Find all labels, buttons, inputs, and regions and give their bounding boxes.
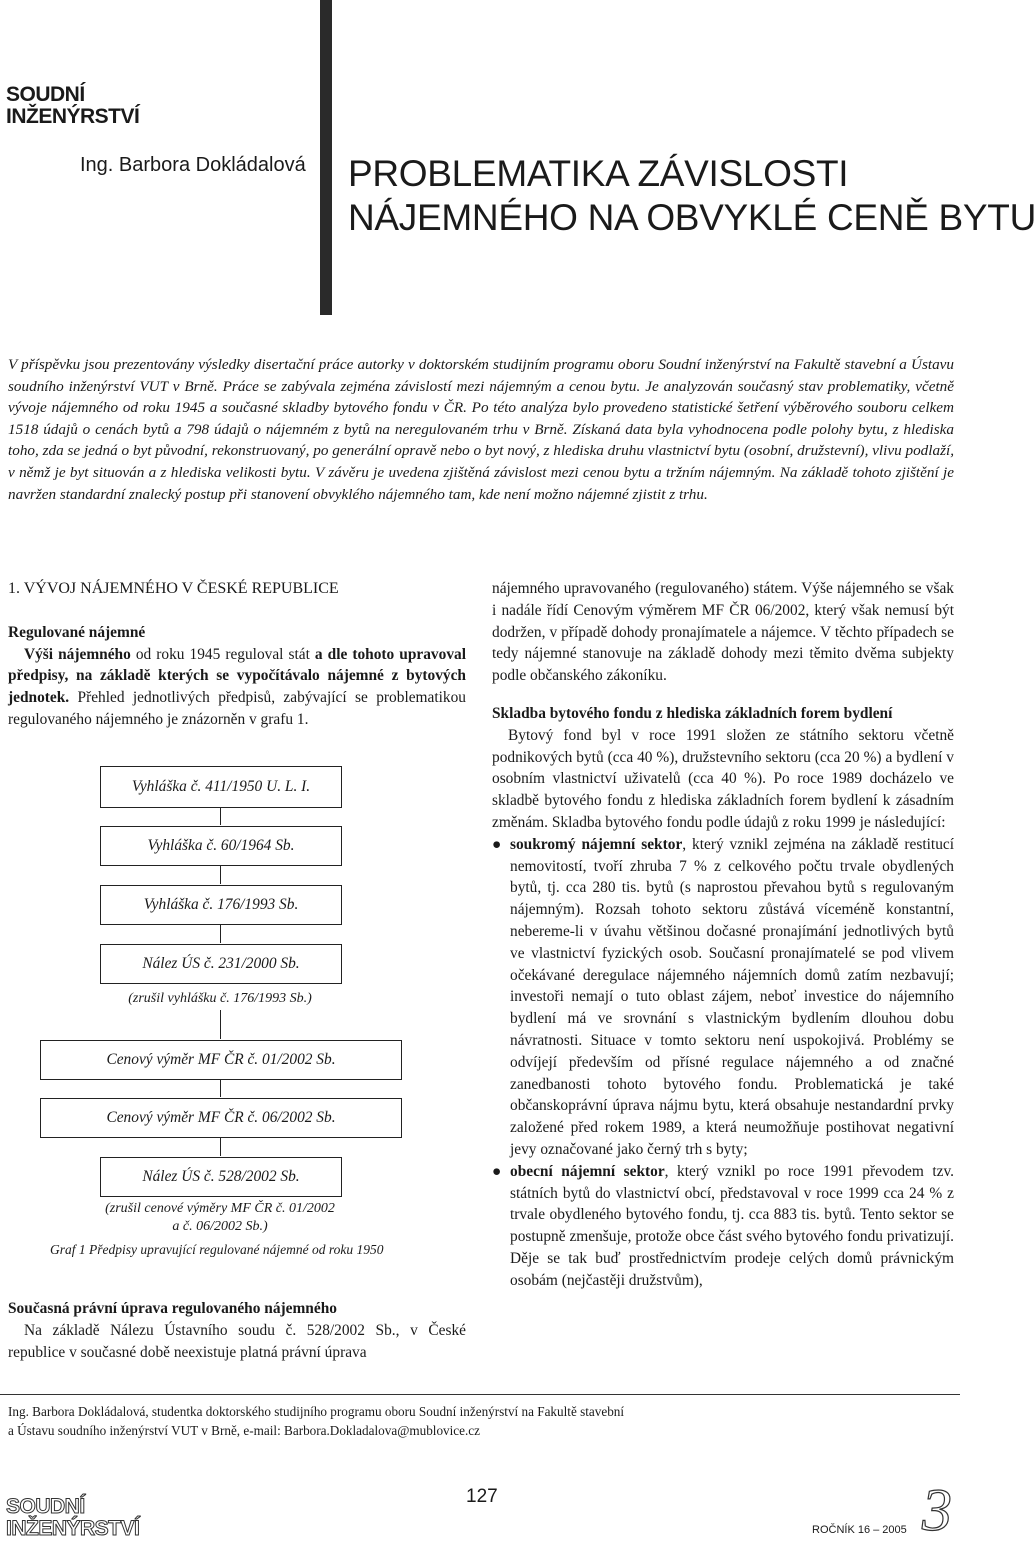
journal-brand (6, 84, 139, 128)
diagram-box-4: Nález ÚS č. 231/2000 Sb. (100, 944, 342, 984)
diagram-connector (220, 807, 221, 825)
article-title (348, 152, 1036, 240)
issue-number: 3 (922, 1477, 952, 1543)
paragraph-continued: nájemného upravovaného (regulovaného) státem. Výše nájemného se však i nadále řídí Cenovým výměrem MF ČR 06/2002, který však nemusí být dodržen, v případě dohody pronajímatele a nájemce. V těchto případech se tedy nájemné stanovuje na základě dohody mezi těmito dvěma subjekty podle občanského zákoníku. (492, 580, 954, 685)
footnote-divider (0, 1394, 960, 1395)
bullet-2-text: , který vznikl po roce 1991 převodem tzv. státních bytů do vlastnictví obcí, představoval v roce 1999 cca 24 % z trvale obydleného bytového fondu, tj. cca 883 tis. bytů. Tento sektor se postupně zmenšuje, protože obce část svého bytového fondu privatizují. Děje se tak buď prostřednictvím prodeje celých domů právnickým osobám (nejčastěji družstvům), (510, 1162, 954, 1289)
footnote-line-1: Ing. Barbora Dokládalová, studentka doktorského studijního programu oboru Soudní inženýrství na Fakultě stavební (8, 1404, 625, 1419)
author-footnote (8, 1402, 624, 1440)
housing-sector-list (492, 834, 954, 1292)
p1-bold-c: a dle tohoto upravoval předpisy, na základě kterých se vypočítávalo nájemné z bytových jednotek. (8, 645, 466, 707)
title-line-2: NÁJEMNÉHO NA OBVYKLÉ CENĚ BYTU (348, 197, 1036, 238)
title-line-1: PROBLEMATIKA ZÁVISLOSTI (348, 153, 849, 194)
volume-label: ROČNÍK 16 – 2005 (812, 1524, 907, 1536)
left-column-bottom (8, 1298, 466, 1363)
footnote-line-2: a Ústavu soudního inženýrství VUT v Brně, e-mail: Barbora.Dokladalova@mublovice.cz (8, 1423, 481, 1438)
diagram-caption: Graf 1 Předpisy upravující regulované nájemné od roku 1950 (50, 1242, 384, 1257)
diagram-connector (220, 924, 221, 943)
diagram-connector (220, 865, 221, 884)
subheading-housing-stock: Skladba bytového fondu z hlediska základních forem bydlení (492, 704, 893, 722)
right-column (492, 578, 954, 1292)
diagram-box-7: Nález ÚS č. 528/2002 Sb. (100, 1157, 342, 1197)
bullet-2-bold: obecní nájemní sektor (510, 1162, 665, 1180)
p1-text-d: Přehled jednotlivých předpisů, zabývající se problematikou regulovaného nájemného je znázorněn v grafu 1. (8, 689, 466, 728)
abstract: V příspěvku jsou prezentovány výsledky disertační práce autorky v doktorském studijním programu oboru Soudní inženýrství na Fakultě stavební a Ústavu soudního inženýrství VUT v Brně. Práce se zabývala zejména závislostí mezi nájemným a cenou bytu. Je analyzován současný stav problematiky, včetně vývoje nájemného od roku 1945 a současné skladby bytového fondu v ČR. Po této analýza bylo provedeno statistické šetření výběrového souboru celkem 1518 údajů o cenách bytů a 798 údajů o nájemném z bytů na neregulovaném trhu v Brně. Získaná data byla vyhodnocena podle polohy bytu, z hlediska toho, zda se jedná o byt původní, rekonstruovaný, po generální opravě nebo o byt nový, z hlediska druhu vlastnictví bytu (osobní, družstevní), vlivu podlaží, v němž je byt situován a z hlediska velikosti bytu. V závěru je uvedena zjištěná závislost mezi cenou bytu a tržním nájemným. Na základě tohoto zjištění je navržen standardní znalecký postup při stanovení obvyklého nájemného tam, kde není možno nájemné zjistit z trhu. (8, 356, 954, 503)
bullet-1-bold: soukromý nájemní sektor (510, 835, 683, 853)
subheading-current-legal: Současná právní úprava regulovaného nájemného (8, 1300, 337, 1317)
diagram-note-1: (zrušil vyhlášku č. 176/1993 Sb.) (128, 991, 312, 1006)
left-column (8, 578, 466, 731)
section-heading: 1. VÝVOJ NÁJEMNÉHO V ČESKÉ REPUBLICE (8, 580, 339, 597)
diagram-note-2 (60, 1200, 380, 1236)
diagram-box-5: Cenový výměr MF ČR č. 01/2002 Sb. (40, 1040, 402, 1080)
paragraph-regulated-rent (8, 644, 466, 731)
footer-brand-line-2: INŽENÝRSTVÍ (6, 1517, 140, 1540)
footer-brand-line-1: SOUDNÍ (6, 1495, 85, 1518)
brand-line-2: INŽENÝRSTVÍ (6, 105, 140, 128)
diagram-box-3: Vyhláška č. 176/1993 Sb. (100, 885, 342, 925)
footer-brand (6, 1496, 139, 1540)
paragraph-housing-stock: Bytový fond byl v roce 1991 složen ze státního sektoru včetně podnikových bytů (cca 40 %), družstevního sektoru (cca 20 %) a bydlení v osobním vlastnictví uživatelů (cca 40 %). Po roce 1989 docházelo ve skladbě bytového fondu z hlediska základních forem bydlení k zásadním změnám. Skladba bytového fondu podle údajů z roku 1999 je následující: (492, 726, 954, 831)
list-item (492, 834, 954, 1161)
bullet-1-text: , který vznikl zejména na základě restitucí nemovitostí, tvoří zhruba 7 % z celkového počtu trvale obydlených bytů, tj. cca 280 tis. bytů (s naprostou převahou bytů s regulovaným nájemným). Rozsah tohoto sektoru zůstává víceméně konstantní, nebereme-li v úvahu většinou dočasné pronajímání jednotlivých bytů ve vlastnictví fyzických osob. Současní pronajímatelé se pod vlivem očekávané deregulace nájemného nájemních domů zatím nezbavují; investoři nemají o tuto oblast zájem, neboť investice do nájemního bydlení má ve srovnání s vlastnickým bydlením dlouhou dobu návratnosti. Situace v tomto sektoru není uspokojivá. Problémy se odvíjejí především od přísné regulace nájemného a od značné zanedbanosti tohoto bytového fondu. Problematická je také občanskoprávní úprava nájmu bytu, která obsahuje nestandardní prvky založené před rokem 1989, a která neumožňuje postihovat negativní jevy označované jako černý trh s byty; (510, 835, 954, 1158)
p1-text-b: od roku 1945 reguloval stát (130, 645, 315, 663)
brand-line-1: SOUDNÍ (6, 83, 85, 106)
paragraph-current-legal: Na základě Nálezu Ústavního soudu č. 528/2002 Sb., v České republice v současné době neexistuje platná právní úprava (8, 1321, 466, 1361)
diagram-connector (220, 1010, 221, 1039)
diagram-connector (220, 1137, 221, 1156)
subheading-regulated-rent: Regulované nájemné (8, 623, 146, 641)
note-2-line-2: a č. 06/2002 Sb.) (172, 1219, 268, 1234)
diagram-box-6: Cenový výměr MF ČR č. 06/2002 Sb. (40, 1098, 402, 1138)
p1-bold-a: Výši nájemného (24, 645, 131, 663)
page-number: 127 (466, 1486, 498, 1507)
bullet-icon: ● (492, 835, 502, 853)
diagram-box-1: Vyhláška č. 411/1950 U. L. I. (100, 766, 342, 808)
author-name: Ing. Barbora Dokládalová (80, 154, 306, 176)
diagram-box-2: Vyhláška č. 60/1964 Sb. (100, 826, 342, 866)
title-divider-bar (320, 0, 332, 315)
diagram-connector (220, 1079, 221, 1097)
bullet-icon: ● (492, 1162, 502, 1180)
note-2-line-1: (zrušil cenové výměry MF ČR č. 01/2002 (105, 1201, 335, 1216)
list-item (492, 1161, 954, 1292)
